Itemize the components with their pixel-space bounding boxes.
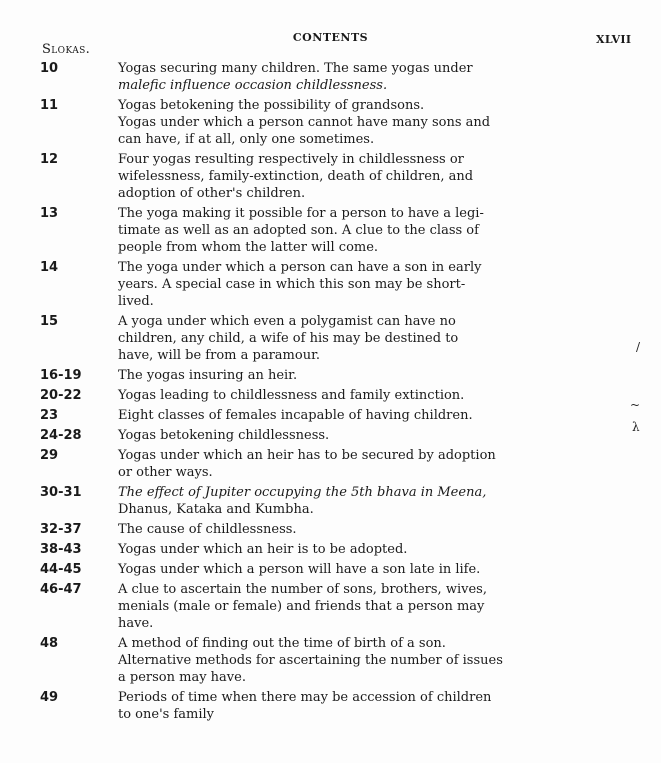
description-line: A yoga under which even a polygamist can have no — [118, 314, 456, 329]
contents-entry — [0, 427, 661, 444]
contents-entry — [0, 484, 661, 518]
running-title: CONTENTS — [292, 31, 369, 44]
description-line: a person may have. — [118, 670, 246, 685]
description-line: The yoga making it possible for a person to have a legi- — [118, 206, 484, 221]
entry-description — [118, 205, 628, 256]
contents-entry — [0, 447, 661, 481]
contents-entry — [0, 367, 661, 384]
sloka-number: 24-28 — [40, 428, 82, 443]
description-line: have, will be from a paramour. — [118, 348, 320, 363]
sloka-number: 20-22 — [40, 388, 82, 403]
margin-scribble-mark: ~ — [630, 398, 641, 412]
description-line: malefic influence occasion childlessness. — [118, 78, 388, 93]
entry-description — [118, 313, 628, 364]
description-line: lived. — [118, 294, 154, 309]
contents-entry — [0, 313, 661, 364]
contents-entry — [0, 581, 661, 632]
entry-description — [118, 367, 628, 384]
sloka-number: 13 — [40, 206, 59, 221]
description-line: children, any child, a wife of his may be destined to — [118, 331, 459, 346]
entry-description — [118, 541, 628, 558]
description-line: Yogas under which a person will have a son late in life. — [118, 562, 481, 577]
description-line: Yogas leading to childlessness and family extinction. — [118, 388, 465, 403]
description-line: menials (male or female) and friends that a person may — [118, 599, 485, 614]
sloka-number: 12 — [40, 152, 59, 167]
description-line: Yogas securing many children. The same yogas under — [118, 61, 473, 76]
entry-description — [118, 561, 628, 578]
description-line: Alternative methods for ascertaining the number of issues — [118, 653, 503, 668]
column-heading: Slokas. — [42, 42, 91, 57]
description-line: Eight classes of females incapable of having children. — [118, 408, 473, 423]
description-line: The cause of childlessness. — [118, 522, 297, 537]
contents-entry — [0, 521, 661, 538]
margin-tick-mark: / — [636, 340, 641, 354]
entry-description — [118, 484, 628, 518]
description-line: Four yogas resulting respectively in childlessness or — [118, 152, 464, 167]
description-line: Periods of time when there may be accession of children — [118, 690, 492, 705]
contents-entry — [0, 151, 661, 202]
description-line: Yogas under which a person cannot have many sons and — [118, 115, 491, 130]
description-line: wifelessness, family-extinction, death of children, and — [118, 169, 474, 184]
sloka-number: 46-47 — [40, 582, 82, 597]
sloka-number: 32-37 — [40, 522, 82, 537]
description-line: The yoga under which a person can have a son in early — [118, 260, 482, 275]
description-line: or other ways. — [118, 465, 213, 480]
sloka-number: 14 — [40, 260, 59, 275]
description-line: Yogas betokening childlessness. — [118, 428, 330, 443]
entry-description — [118, 427, 628, 444]
description-line: The yogas insuring an heir. — [118, 368, 298, 383]
entry-description — [118, 151, 628, 202]
contents-entry — [0, 97, 661, 148]
sloka-number: 10 — [40, 61, 59, 76]
sloka-number: 30-31 — [40, 485, 82, 500]
sloka-number: 16-19 — [40, 368, 82, 383]
description-line: Yogas under which an heir is to be adopted. — [118, 542, 408, 557]
entry-description — [118, 60, 628, 94]
entry-description — [118, 581, 628, 632]
entry-description — [118, 387, 628, 404]
contents-list — [0, 60, 661, 726]
description-line: A method of finding out the time of birth of a son. — [118, 636, 446, 651]
contents-entry — [0, 561, 661, 578]
sloka-number: 49 — [40, 690, 59, 705]
description-line: timate as well as an adopted son. A clue to the class of — [118, 223, 479, 238]
sloka-number: 11 — [40, 98, 59, 113]
description-line: have. — [118, 616, 154, 631]
entry-description — [118, 635, 628, 686]
sloka-number: 38-43 — [40, 542, 82, 557]
contents-entry — [0, 60, 661, 94]
contents-entry — [0, 541, 661, 558]
sloka-number: 48 — [40, 636, 59, 651]
sloka-number: 23 — [40, 408, 59, 423]
description-line: Dhanus, Kataka and Kumbha. — [118, 502, 314, 517]
contents-entry — [0, 205, 661, 256]
contents-entry — [0, 387, 661, 404]
description-line: can have, if at all, only one sometimes. — [118, 132, 375, 147]
description-line: The effect of Jupiter occupying the 5th bhava in Meena, — [118, 485, 487, 500]
description-line: adoption of other's children. — [118, 186, 306, 201]
entry-description — [118, 447, 628, 481]
description-line: Yogas under which an heir has to be secured by adoption — [118, 448, 496, 463]
contents-entry — [0, 259, 661, 310]
contents-entry — [0, 635, 661, 686]
description-line: A clue to ascertain the number of sons, brothers, wives, — [118, 582, 487, 597]
entry-description — [118, 97, 628, 148]
description-line: years. A special case in which this son may be short- — [118, 277, 466, 292]
entry-description — [118, 521, 628, 538]
entry-description — [118, 407, 628, 424]
contents-entry — [0, 407, 661, 424]
page-number: XLVII — [596, 33, 632, 46]
contents-entry — [0, 689, 661, 723]
entry-description — [118, 259, 628, 310]
sloka-number: 15 — [40, 314, 59, 329]
description-line: to one's family — [118, 707, 215, 722]
description-line: people from whom the latter will come. — [118, 240, 379, 255]
margin-tick-mark: λ — [632, 420, 640, 434]
description-line: Yogas betokening the possibility of grandsons. — [118, 98, 425, 113]
sloka-number: 44-45 — [40, 562, 82, 577]
entry-description — [118, 689, 628, 723]
sloka-number: 29 — [40, 448, 59, 463]
